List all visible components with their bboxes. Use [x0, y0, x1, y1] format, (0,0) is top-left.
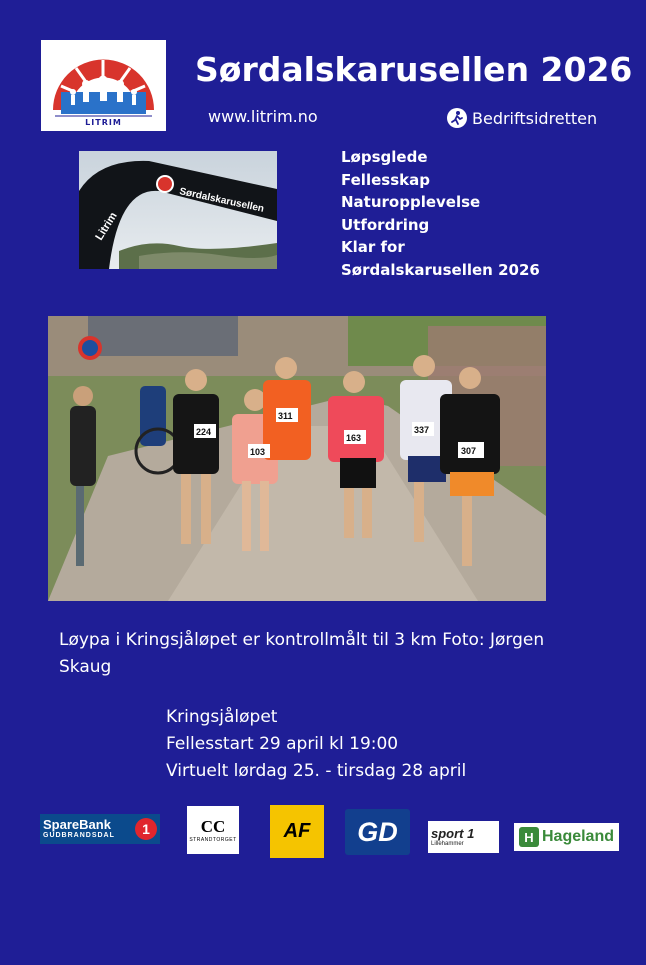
logo-text: LITRIM [85, 118, 122, 127]
sponsor-name: sport 1 [431, 826, 475, 841]
runner-icon [447, 108, 467, 128]
tagline: Klar for [341, 238, 405, 257]
sponsor-name: CC [200, 817, 226, 836]
sponsor-name: SpareBank [43, 817, 111, 832]
litrim-logo [41, 40, 166, 131]
tagline: Løpsglede [341, 148, 428, 166]
sponsor-name: AF [283, 820, 311, 842]
sponsor-name: Hageland [541, 828, 614, 845]
event-start: Fellesstart 29 april kl 19:00 [166, 734, 399, 754]
finish-arch-photo [79, 151, 277, 269]
bib-number: 163 [346, 433, 362, 443]
bib-number: 307 [461, 446, 477, 456]
tagline: Fellesskap [341, 170, 430, 189]
sponsor-subtitle: Lillehammer [431, 841, 464, 847]
event-virtual: Virtuelt lørdag 25. - tirsdag 28 april [166, 761, 467, 781]
tagline: Sørdalskarusellen 2026 [341, 260, 540, 279]
arch-banner-right: Sørdalskarusellen [178, 186, 265, 215]
taglines [341, 146, 540, 282]
sponsor-sparebank-logo [40, 814, 160, 844]
arch-banner-left: Litrim [93, 210, 120, 243]
sponsor-name: GD [357, 816, 398, 847]
website-link[interactable]: www.litrim.no [208, 107, 318, 126]
tagline: Utfordring [341, 215, 430, 234]
sponsor-gd-logo [345, 809, 410, 855]
hageland-leaf-icon: H [519, 827, 539, 847]
race-photo [48, 316, 546, 601]
tagline: Naturopplevelse [341, 193, 481, 212]
sponsor-hageland-logo [514, 823, 619, 851]
sponsor-subtitle: GUDBRANDSDAL [43, 832, 115, 839]
bib-number: 337 [414, 425, 430, 435]
sponsor-cc-logo [187, 806, 239, 854]
sparebank-one-icon: 1 [135, 818, 157, 840]
bib-number: 103 [250, 447, 266, 457]
bib-number: 311 [278, 411, 293, 421]
event-name: Kringsjåløpet [166, 707, 278, 727]
bedriftsidretten-logo [447, 108, 597, 128]
photo-caption: Løypa i Kringsjåløpet er kontrollmålt til 3 km Foto: Jørgen Skaug [59, 630, 545, 677]
sponsor-sport1-logo [428, 821, 499, 853]
bib-number: 224 [196, 427, 212, 437]
litrim-emblem-icon [41, 40, 166, 120]
page-title: Sørdalskarusellen 2026 [195, 50, 633, 89]
sponsor-subtitle: STRANDTORGET [189, 837, 237, 843]
partner-name: Bedriftsidretten [472, 108, 598, 128]
event-info [166, 704, 466, 785]
sponsor-af-logo [270, 805, 324, 858]
